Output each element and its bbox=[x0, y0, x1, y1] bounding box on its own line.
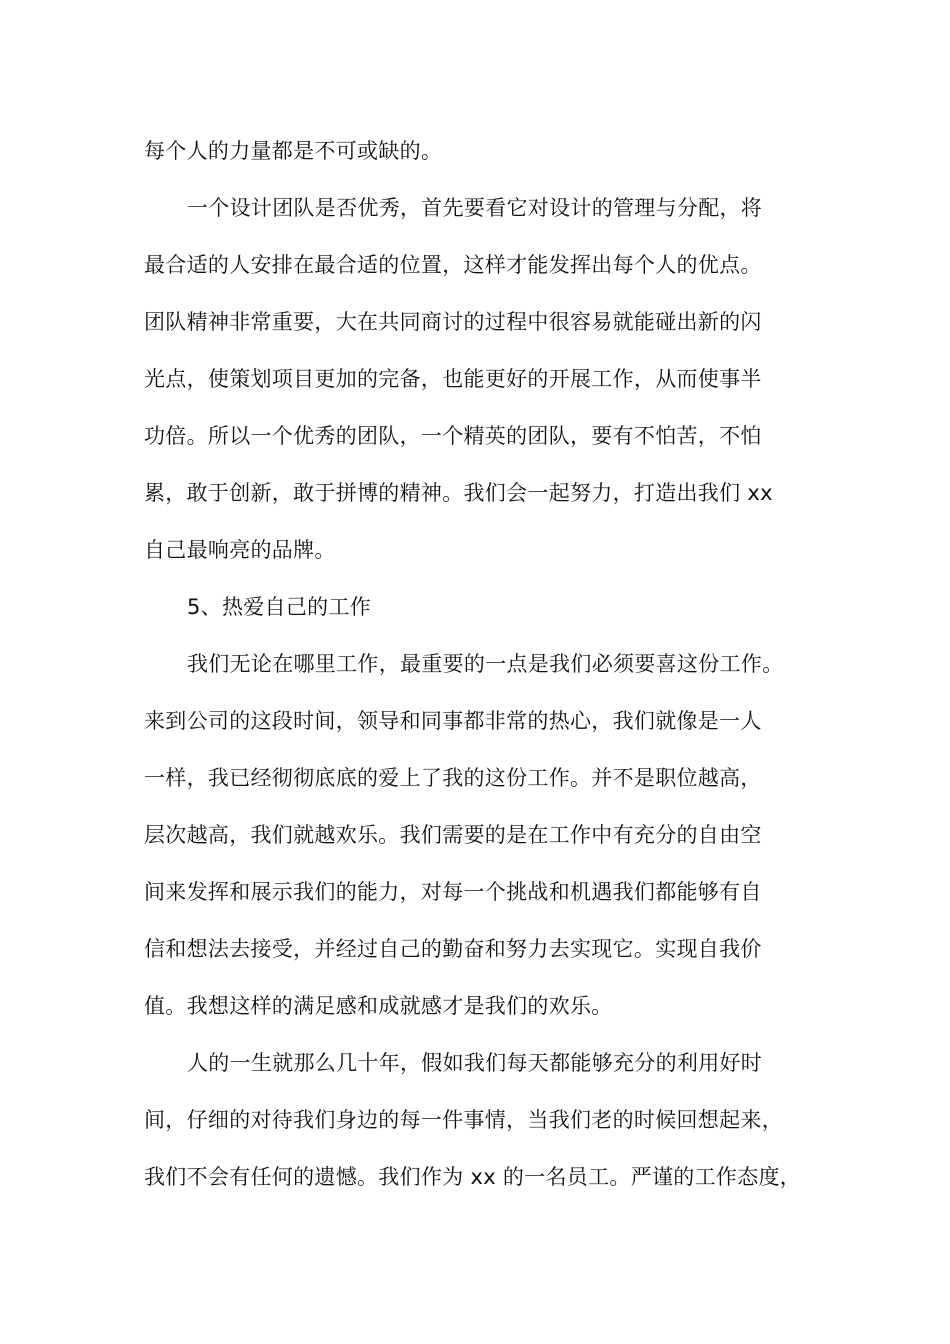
text-line: 团队精神非常重要，大在共同商讨的过程中很容易就能碰出新的闪 bbox=[144, 310, 762, 334]
paragraph-first-line: 一个设计团队是否优秀，首先要看它对设计的管理与分配，将 bbox=[187, 196, 763, 220]
text-line: 功倍。所以一个优秀的团队，一个精英的团队，要有不怕苦，不怕 bbox=[144, 424, 762, 448]
text-line: 来到公司的这段时间，领导和同事都非常的热心，我们就像是一人 bbox=[144, 709, 762, 733]
text-line: 累，敢于创新，敢于拼博的精神。我们会一起努力，打造出我们 xx bbox=[144, 481, 773, 505]
text-line: 间来发挥和展示我们的能力，对每一个挑战和机遇我们都能够有自 bbox=[144, 880, 762, 904]
text-line: 一样，我已经彻彻底底的爱上了我的这份工作。并不是职位越高， bbox=[144, 766, 762, 790]
text-line: 层次越高，我们就越欢乐。我们需要的是在工作中有充分的自由空 bbox=[144, 823, 762, 847]
text-line: 最合适的人安排在最合适的位置，这样才能发挥出每个人的优点。 bbox=[144, 253, 762, 277]
text-line: 自己最响亮的品牌。 bbox=[144, 538, 336, 562]
text-line: 值。我想这样的满足感和成就感才是我们的欢乐。 bbox=[144, 994, 613, 1018]
text-line: 间，仔细的对待我们身边的每一件事情，当我们老的时候回想起来， bbox=[144, 1108, 783, 1132]
text-line: 我们不会有任何的遗憾。我们作为 xx 的一名员工。严谨的工作态度， bbox=[144, 1165, 802, 1189]
paragraph-first-line: 我们无论在哪里工作，最重要的一点是我们必须要喜这份工作。 bbox=[187, 652, 784, 676]
paragraph-first-line: 人的一生就那么几十年，假如我们每天都能够充分的利用好时 bbox=[187, 1051, 763, 1075]
section-heading: 5、热爱自己的工作 bbox=[187, 595, 372, 619]
text-line: 光点，使策划项目更加的完备，也能更好的开展工作，从而使事半 bbox=[144, 367, 762, 391]
text-line: 每个人的力量都是不可或缺的。 bbox=[144, 139, 443, 163]
text-line: 信和想法去接受，并经过自己的勤奋和努力去实现它。实现自我价 bbox=[144, 937, 762, 961]
